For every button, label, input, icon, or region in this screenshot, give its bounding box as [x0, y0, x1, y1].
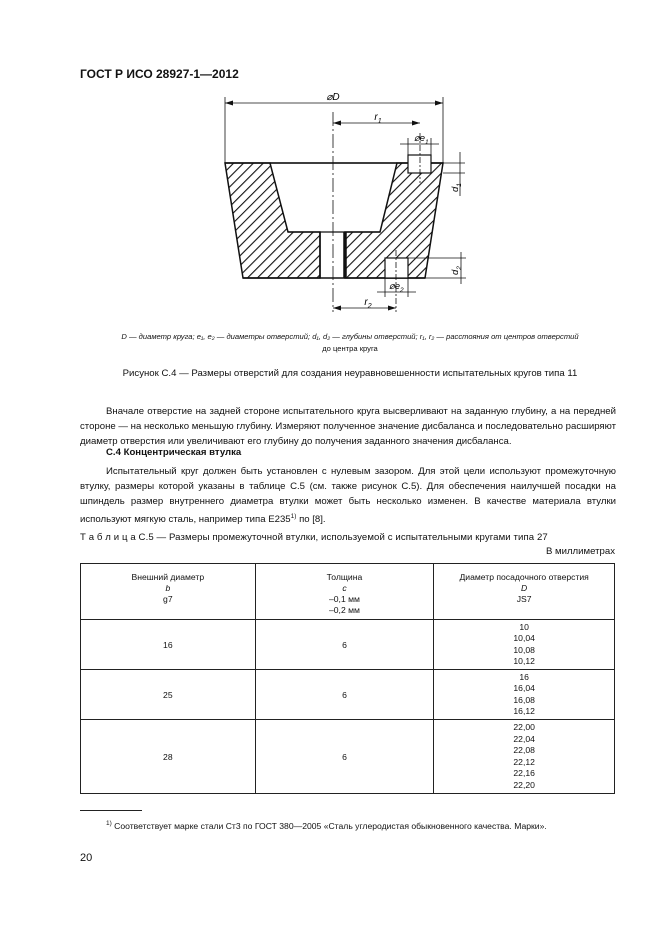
svg-text:r1: $r_1$ [374, 112, 382, 125]
cell-bore-diameter: 16 16,04 16,08 16,12 [434, 670, 615, 720]
svg-text:d1: $d_1$ [450, 183, 463, 192]
header-outer-diameter: Внешний диаметр b g7 [81, 564, 256, 620]
label-D: ⌀D [326, 92, 340, 103]
cell-outer-diameter: 25 [81, 670, 256, 720]
header-thickness: Толщина c –0,1 мм –0,2 мм [255, 564, 434, 620]
cell-outer-diameter: 16 [81, 620, 256, 670]
cell-outer-diameter: 28 [81, 720, 256, 794]
header-bore-diameter: Диаметр посадочного отверстия D JS7 [434, 564, 615, 620]
footnote: $^{1)}$ Соответствует марке стали Ст3 по ГОСТ 380—2005 «Сталь углеродистая обыкновенного качества. Марки». [106, 820, 547, 831]
paragraph-drilling: Вначале отверстие на задней стороне испытательного круга высверливают на заданную глубину, а на передней стороне — на несколько меньшую глубину. Измеряют полученное значение дисбаланса и последовательно расширяют диаметр отверстия или увеличивают его глубину до получения заданного значения дисбаланса. [80, 406, 616, 447]
cell-thickness: 6 [255, 670, 434, 720]
cell-bore-diameter: 22,00 22,04 22,08 22,12 22,16 22,20 [434, 720, 615, 794]
svg-text:⌀e2: $⌀e_2$ [389, 281, 404, 294]
svg-text:d2: $d_2$ [450, 266, 463, 275]
table-row [81, 620, 615, 670]
table-header-row [81, 564, 615, 620]
legend-line-2: до центра круга [322, 344, 378, 353]
svg-text:⌀e1: $⌀e_1$ [414, 133, 429, 146]
cell-thickness: 6 [255, 620, 434, 670]
document-header: ГОСТ Р ИСО 28927-1—2012 [80, 67, 239, 81]
table-row [81, 720, 615, 794]
footnote-divider [80, 810, 142, 811]
left-section [225, 163, 320, 278]
figure-caption: Рисунок С.4 — Размеры отверстий для создания неуравновешенности испытательных кругов типа 11 [122, 368, 578, 379]
cell-thickness: 6 [255, 720, 434, 794]
page-number: 20 [80, 852, 93, 864]
top-hole-e1 [408, 155, 431, 173]
figure-legend [60, 331, 640, 355]
section-title: С.4 Концентрическая втулка [106, 447, 242, 458]
paragraph-bushing: Испытательный круг должен быть установлен с нулевым зазором. Для этой цели используют промежуточную втулку, размеры которой указаны в таблице С.5 (см. также рисунок С.5). Для обеспечения наилучшей посадки на шпиндель размер внутреннего диаметра втулки может быть несколько изменен. В качестве материала втулки используют мягкую сталь, например типа Е235$^{1)}$ по [8]. [80, 466, 616, 526]
svg-text:r2: $r_2$ [364, 297, 372, 310]
table-row [81, 670, 615, 720]
legend-line-1: D — диаметр круга; e₁, e₂ — диаметры отверстий; d₁, d₂ — глубины отверстий; r₁, r₂ — расстояния от центров отверстий [121, 332, 579, 341]
table-units: В миллиметрах [545, 546, 615, 557]
wheel-drawing [0, 0, 661, 330]
bottom-hole-e2 [385, 258, 408, 278]
table-caption: Т а б л и ц а С.5 — Размеры промежуточной втулки, используемой с испытательными кругами типа 27 [80, 532, 548, 543]
bushing-table [80, 563, 615, 794]
cell-bore-diameter: 10 10,04 10,08 10,12 [434, 620, 615, 670]
